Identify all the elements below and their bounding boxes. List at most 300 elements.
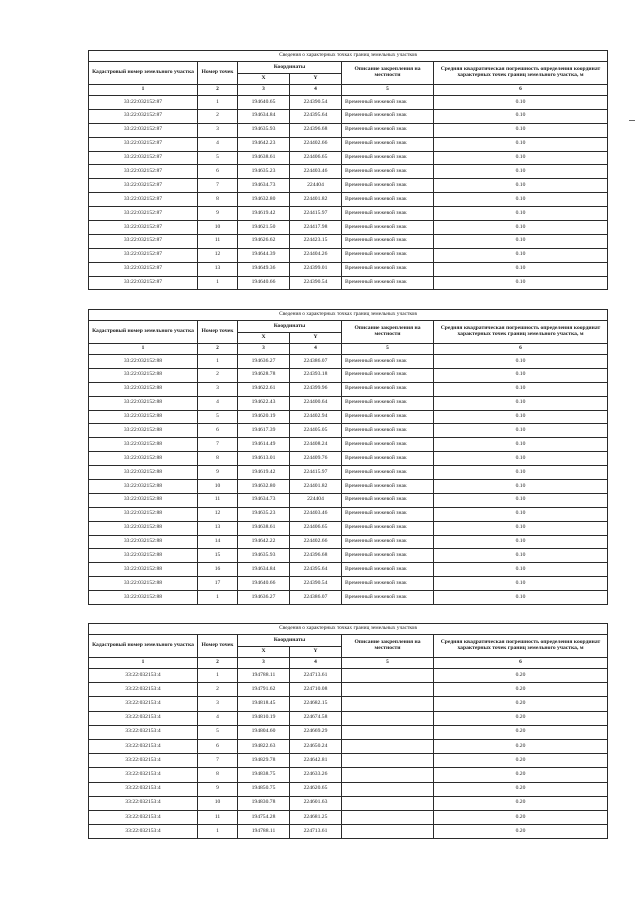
accuracy-cell: 0.20: [434, 810, 608, 824]
column-index: 3: [238, 85, 290, 96]
table-row: [89, 782, 608, 796]
column-index: 5: [342, 658, 434, 669]
accuracy-cell: 0.10: [434, 276, 608, 290]
y-coordinate-cell: 224395.64: [290, 563, 342, 577]
table-row: [89, 493, 608, 507]
accuracy-cell: 0.10: [434, 466, 608, 480]
accuracy-cell: 0.10: [434, 521, 608, 535]
cadastral-number-cell: 33:22:032152:87: [89, 207, 198, 221]
table-row: [89, 796, 608, 810]
table-caption: Сведения о характерных точках границ земельных участков: [89, 51, 608, 62]
description-cell: Временный межевой знак: [342, 549, 434, 563]
accuracy-cell: 0.10: [434, 452, 608, 466]
y-coordinate-cell: 224601.63: [290, 796, 342, 810]
point-number-cell: 8: [198, 193, 238, 207]
column-index: 6: [434, 85, 608, 96]
accuracy-cell: 0.10: [434, 480, 608, 494]
description-cell: [342, 825, 434, 839]
description-cell: [342, 782, 434, 796]
point-number-cell: 8: [198, 452, 238, 466]
description-cell: Временный межевой знак: [342, 493, 434, 507]
table-row: [89, 683, 608, 697]
x-coordinate-cell: 194640.66: [238, 577, 290, 591]
x-coordinate-cell: 194635.23: [238, 507, 290, 521]
x-coordinate-cell: 194638.61: [238, 521, 290, 535]
point-number-cell: 9: [198, 782, 238, 796]
header-point-number: Номер точек: [198, 62, 238, 85]
description-cell: Временный межевой знак: [342, 193, 434, 207]
column-index: 5: [342, 344, 434, 355]
table-row: [89, 276, 608, 290]
y-coordinate-cell: 224713.61: [290, 669, 342, 683]
point-number-cell: 17: [198, 577, 238, 591]
table-row: [89, 669, 608, 683]
accuracy-cell: 0.10: [434, 493, 608, 507]
table-row: [89, 438, 608, 452]
cadastral-number-cell: 33:22:032152:87: [89, 96, 198, 110]
description-cell: Временный межевой знак: [342, 577, 434, 591]
accuracy-cell: 0.10: [434, 262, 608, 276]
accuracy-cell: 0.10: [434, 109, 608, 123]
table-row: [89, 355, 608, 369]
accuracy-cell: 0.10: [434, 382, 608, 396]
column-index: 5: [342, 85, 434, 96]
x-coordinate-cell: 194632.80: [238, 480, 290, 494]
description-cell: Временный межевой знак: [342, 221, 434, 235]
table-row: [89, 248, 608, 262]
x-coordinate-cell: 194635.23: [238, 165, 290, 179]
point-number-cell: 14: [198, 535, 238, 549]
point-number-cell: 10: [198, 221, 238, 235]
y-coordinate-cell: 224390.54: [290, 276, 342, 290]
point-number-cell: 1: [198, 96, 238, 110]
table-row: [89, 480, 608, 494]
column-index: 4: [290, 658, 342, 669]
y-coordinate-cell: 224396.68: [290, 549, 342, 563]
description-cell: [342, 739, 434, 753]
accuracy-cell: 0.20: [434, 697, 608, 711]
table-row: [89, 466, 608, 480]
column-index: 1: [89, 658, 198, 669]
description-cell: Временный межевой знак: [342, 368, 434, 382]
table-caption: Сведения о характерных точках границ земельных участков: [89, 624, 608, 635]
description-cell: [342, 725, 434, 739]
description-cell: Временный межевой знак: [342, 179, 434, 193]
column-index: 1: [89, 85, 198, 96]
point-number-cell: 5: [198, 410, 238, 424]
column-index: 2: [198, 658, 238, 669]
table-row: [89, 739, 608, 753]
x-coordinate-cell: 194634.84: [238, 109, 290, 123]
y-coordinate-cell: 224403.46: [290, 165, 342, 179]
x-coordinate-cell: 194613.01: [238, 452, 290, 466]
accuracy-cell: 0.10: [434, 207, 608, 221]
y-coordinate-cell: 224402.94: [290, 410, 342, 424]
header-x: X: [238, 647, 290, 658]
x-coordinate-cell: 194632.80: [238, 193, 290, 207]
x-coordinate-cell: 194638.61: [238, 151, 290, 165]
cadastral-number-cell: 33:22:032152:87: [89, 137, 198, 151]
header-cadastral: Кадастровый номер земельного участка: [89, 62, 198, 85]
table-row: [89, 535, 608, 549]
points-table-88: [88, 309, 608, 605]
cadastral-number-cell: 33:22:032152:87: [89, 262, 198, 276]
y-coordinate-cell: 224395.64: [290, 109, 342, 123]
cadastral-number-cell: 33:22:032152:88: [89, 438, 198, 452]
description-cell: Временный межевой знак: [342, 262, 434, 276]
accuracy-cell: 0.10: [434, 165, 608, 179]
description-cell: Временный межевой знак: [342, 396, 434, 410]
point-number-cell: 1: [198, 669, 238, 683]
accuracy-cell: 0.20: [434, 683, 608, 697]
margin-mark: [629, 120, 635, 121]
description-cell: Временный межевой знак: [342, 109, 434, 123]
y-coordinate-cell: 224710.08: [290, 683, 342, 697]
point-number-cell: 2: [198, 368, 238, 382]
x-coordinate-cell: 194617.39: [238, 424, 290, 438]
y-coordinate-cell: 224399.96: [290, 382, 342, 396]
table-row: [89, 521, 608, 535]
table-row: [89, 151, 608, 165]
cadastral-number-cell: 33:22:032152:88: [89, 563, 198, 577]
table-row: [89, 262, 608, 276]
header-point-number: Номер точек: [198, 321, 238, 344]
cadastral-number-cell: 33:22:032153:4: [89, 825, 198, 839]
point-number-cell: 3: [198, 123, 238, 137]
cadastral-number-cell: 33:22:032152:87: [89, 123, 198, 137]
table-row: [89, 368, 608, 382]
cadastral-number-cell: 33:22:032152:87: [89, 179, 198, 193]
y-coordinate-cell: 224401.82: [290, 193, 342, 207]
y-coordinate-cell: 224404: [290, 179, 342, 193]
cadastral-number-cell: 33:22:032152:88: [89, 368, 198, 382]
accuracy-cell: 0.10: [434, 123, 608, 137]
header-accuracy: Средняя квадратическая погрешность определения координат характерных точек границ земельного участка, м: [434, 321, 608, 344]
description-cell: Временный межевой знак: [342, 123, 434, 137]
point-number-cell: 2: [198, 683, 238, 697]
cadastral-number-cell: 33:22:032153:4: [89, 782, 198, 796]
table-row: [89, 754, 608, 768]
y-coordinate-cell: 224409.76: [290, 452, 342, 466]
x-coordinate-cell: 194640.66: [238, 276, 290, 290]
y-coordinate-cell: 224650.24: [290, 739, 342, 753]
point-number-cell: 10: [198, 796, 238, 810]
header-cadastral: Кадастровый номер земельного участка: [89, 635, 198, 658]
table-row: [89, 591, 608, 605]
x-coordinate-cell: 194754.28: [238, 810, 290, 824]
point-number-cell: 1: [198, 355, 238, 369]
description-cell: Временный межевой знак: [342, 521, 434, 535]
table-row: [89, 825, 608, 839]
point-number-cell: 5: [198, 151, 238, 165]
x-coordinate-cell: 194804.60: [238, 725, 290, 739]
accuracy-cell: 0.10: [434, 535, 608, 549]
cadastral-number-cell: 33:22:032152:87: [89, 234, 198, 248]
point-number-cell: 12: [198, 507, 238, 521]
y-coordinate-cell: 224390.54: [290, 577, 342, 591]
x-coordinate-cell: 194810.19: [238, 711, 290, 725]
header-coordinates: Координаты: [238, 635, 342, 647]
accuracy-cell: 0.10: [434, 234, 608, 248]
x-coordinate-cell: 194642.23: [238, 137, 290, 151]
y-coordinate-cell: 224404.26: [290, 248, 342, 262]
y-coordinate-cell: 224403.46: [290, 507, 342, 521]
point-number-cell: 1: [198, 825, 238, 839]
point-number-cell: 3: [198, 382, 238, 396]
column-index: 4: [290, 344, 342, 355]
column-index: 6: [434, 658, 608, 669]
cadastral-number-cell: 33:22:032153:4: [89, 754, 198, 768]
x-coordinate-cell: 194634.73: [238, 493, 290, 507]
table-caption: Сведения о характерных точках границ земельных участков: [89, 310, 608, 321]
description-cell: Временный межевой знак: [342, 96, 434, 110]
x-coordinate-cell: 194830.78: [238, 796, 290, 810]
description-cell: Временный межевой знак: [342, 137, 434, 151]
cadastral-number-cell: 33:22:032152:88: [89, 355, 198, 369]
description-cell: Временный межевой знак: [342, 382, 434, 396]
accuracy-cell: 0.20: [434, 725, 608, 739]
point-number-cell: 13: [198, 262, 238, 276]
x-coordinate-cell: 194829.78: [238, 754, 290, 768]
point-number-cell: 9: [198, 466, 238, 480]
table-row: [89, 207, 608, 221]
x-coordinate-cell: 194635.93: [238, 549, 290, 563]
cadastral-number-cell: 33:22:032153:4: [89, 697, 198, 711]
y-coordinate-cell: 224417.98: [290, 221, 342, 235]
description-cell: Временный межевой знак: [342, 165, 434, 179]
cadastral-number-cell: 33:22:032152:88: [89, 424, 198, 438]
cadastral-number-cell: 33:22:032153:4: [89, 725, 198, 739]
accuracy-cell: 0.10: [434, 507, 608, 521]
description-cell: Временный межевой знак: [342, 276, 434, 290]
description-cell: Временный межевой знак: [342, 563, 434, 577]
table-row: [89, 410, 608, 424]
table-row: [89, 768, 608, 782]
header-point-number: Номер точек: [198, 635, 238, 658]
accuracy-cell: 0.10: [434, 410, 608, 424]
description-cell: [342, 810, 434, 824]
x-coordinate-cell: 194838.75: [238, 768, 290, 782]
description-cell: Временный межевой знак: [342, 438, 434, 452]
cadastral-number-cell: 33:22:032152:87: [89, 109, 198, 123]
column-index: 3: [238, 658, 290, 669]
table-row: [89, 577, 608, 591]
cadastral-number-cell: 33:22:032152:87: [89, 221, 198, 235]
header-description: Описание закрепления на местности: [342, 62, 434, 85]
cadastral-number-cell: 33:22:032153:4: [89, 683, 198, 697]
description-cell: [342, 711, 434, 725]
x-coordinate-cell: 194621.50: [238, 221, 290, 235]
column-index: 4: [290, 85, 342, 96]
table-row: [89, 563, 608, 577]
header-description: Описание закрепления на местности: [342, 321, 434, 344]
x-coordinate-cell: 194622.61: [238, 382, 290, 396]
y-coordinate-cell: 224642.81: [290, 754, 342, 768]
x-coordinate-cell: 194636.27: [238, 591, 290, 605]
description-cell: Временный межевой знак: [342, 424, 434, 438]
cadastral-number-cell: 33:22:032152:88: [89, 549, 198, 563]
y-coordinate-cell: 224404: [290, 493, 342, 507]
cadastral-number-cell: 33:22:032153:4: [89, 711, 198, 725]
x-coordinate-cell: 194634.73: [238, 179, 290, 193]
point-number-cell: 13: [198, 521, 238, 535]
header-accuracy: Средняя квадратическая погрешность определения координат характерных точек границ земельного участка, м: [434, 635, 608, 658]
y-coordinate-cell: 224423.15: [290, 234, 342, 248]
x-coordinate-cell: 194635.93: [238, 123, 290, 137]
cadastral-number-cell: 33:22:032152:87: [89, 165, 198, 179]
y-coordinate-cell: 224415.97: [290, 207, 342, 221]
points-table-87: [88, 50, 608, 290]
y-coordinate-cell: 224620.65: [290, 782, 342, 796]
cadastral-number-cell: 33:22:032152:87: [89, 248, 198, 262]
point-number-cell: 4: [198, 711, 238, 725]
y-coordinate-cell: 224396.68: [290, 123, 342, 137]
description-cell: Временный межевой знак: [342, 248, 434, 262]
point-number-cell: 8: [198, 768, 238, 782]
description-cell: Временный межевой знак: [342, 452, 434, 466]
accuracy-cell: 0.20: [434, 711, 608, 725]
column-index: 6: [434, 344, 608, 355]
cadastral-number-cell: 33:22:032152:88: [89, 452, 198, 466]
description-cell: [342, 669, 434, 683]
points-table-153-4: [88, 623, 608, 839]
accuracy-cell: 0.10: [434, 137, 608, 151]
description-cell: [342, 796, 434, 810]
cadastral-number-cell: 33:22:032152:88: [89, 396, 198, 410]
header-y: Y: [290, 647, 342, 658]
y-coordinate-cell: 224415.97: [290, 466, 342, 480]
cadastral-number-cell: 33:22:032152:88: [89, 466, 198, 480]
accuracy-cell: 0.10: [434, 396, 608, 410]
point-number-cell: 11: [198, 810, 238, 824]
accuracy-cell: 0.10: [434, 563, 608, 577]
x-coordinate-cell: 194822.63: [238, 739, 290, 753]
table-row: [89, 137, 608, 151]
x-coordinate-cell: 194620.19: [238, 410, 290, 424]
y-coordinate-cell: 224386.07: [290, 591, 342, 605]
accuracy-cell: 0.20: [434, 754, 608, 768]
y-coordinate-cell: 224386.07: [290, 355, 342, 369]
description-cell: Временный межевой знак: [342, 410, 434, 424]
accuracy-cell: 0.20: [434, 782, 608, 796]
header-coordinates: Координаты: [238, 62, 342, 74]
cadastral-number-cell: 33:22:032152:88: [89, 410, 198, 424]
y-coordinate-cell: 224633.26: [290, 768, 342, 782]
point-number-cell: 9: [198, 207, 238, 221]
accuracy-cell: 0.20: [434, 669, 608, 683]
header-description: Описание закрепления на местности: [342, 635, 434, 658]
y-coordinate-cell: 224401.82: [290, 480, 342, 494]
header-accuracy: Средняя квадратическая погрешность определения координат характерных точек границ земельного участка, м: [434, 62, 608, 85]
x-coordinate-cell: 194614.49: [238, 438, 290, 452]
y-coordinate-cell: 224669.29: [290, 725, 342, 739]
table-row: [89, 179, 608, 193]
table-row: [89, 452, 608, 466]
accuracy-cell: 0.10: [434, 424, 608, 438]
table-row: [89, 234, 608, 248]
x-coordinate-cell: 194649.36: [238, 262, 290, 276]
point-number-cell: 4: [198, 396, 238, 410]
description-cell: Временный межевой знак: [342, 591, 434, 605]
cadastral-number-cell: 33:22:032152:87: [89, 276, 198, 290]
accuracy-cell: 0.10: [434, 368, 608, 382]
table-row: [89, 221, 608, 235]
description-cell: Временный межевой знак: [342, 234, 434, 248]
point-number-cell: 5: [198, 725, 238, 739]
y-coordinate-cell: 224399.01: [290, 262, 342, 276]
x-coordinate-cell: 194818.45: [238, 697, 290, 711]
x-coordinate-cell: 194622.43: [238, 396, 290, 410]
accuracy-cell: 0.10: [434, 248, 608, 262]
table-row: [89, 549, 608, 563]
y-coordinate-cell: 224406.65: [290, 151, 342, 165]
y-coordinate-cell: 224408.24: [290, 438, 342, 452]
description-cell: Временный межевой знак: [342, 466, 434, 480]
header-coordinates: Координаты: [238, 321, 342, 333]
y-coordinate-cell: 224400.64: [290, 396, 342, 410]
accuracy-cell: 0.10: [434, 221, 608, 235]
accuracy-cell: 0.10: [434, 438, 608, 452]
accuracy-cell: 0.10: [434, 591, 608, 605]
cadastral-number-cell: 33:22:032152:88: [89, 382, 198, 396]
y-coordinate-cell: 224405.05: [290, 424, 342, 438]
table-row: [89, 810, 608, 824]
table-row: [89, 109, 608, 123]
description-cell: Временный межевой знак: [342, 151, 434, 165]
description-cell: [342, 754, 434, 768]
table-row: [89, 725, 608, 739]
cadastral-number-cell: 33:22:032153:4: [89, 768, 198, 782]
table-row: [89, 697, 608, 711]
point-number-cell: 6: [198, 165, 238, 179]
cadastral-number-cell: 33:22:032153:4: [89, 669, 198, 683]
y-coordinate-cell: 224406.65: [290, 521, 342, 535]
accuracy-cell: 0.10: [434, 549, 608, 563]
description-cell: [342, 697, 434, 711]
table-row: [89, 382, 608, 396]
cadastral-number-cell: 33:22:032152:87: [89, 151, 198, 165]
x-coordinate-cell: 194642.22: [238, 535, 290, 549]
description-cell: Временный межевой знак: [342, 507, 434, 521]
header-y: Y: [290, 74, 342, 85]
table-row: [89, 123, 608, 137]
cadastral-number-cell: 33:22:032152:88: [89, 535, 198, 549]
point-number-cell: 6: [198, 424, 238, 438]
accuracy-cell: 0.10: [434, 179, 608, 193]
column-index: 2: [198, 344, 238, 355]
y-coordinate-cell: 224402.66: [290, 535, 342, 549]
accuracy-cell: 0.10: [434, 355, 608, 369]
point-number-cell: 12: [198, 248, 238, 262]
point-number-cell: 7: [198, 179, 238, 193]
description-cell: Временный межевой знак: [342, 207, 434, 221]
point-number-cell: 3: [198, 697, 238, 711]
point-number-cell: 4: [198, 137, 238, 151]
x-coordinate-cell: 194788.11: [238, 669, 290, 683]
accuracy-cell: 0.20: [434, 825, 608, 839]
accuracy-cell: 0.10: [434, 193, 608, 207]
column-index: 2: [198, 85, 238, 96]
y-coordinate-cell: 224681.25: [290, 810, 342, 824]
cadastral-number-cell: 33:22:032152:88: [89, 480, 198, 494]
y-coordinate-cell: 224402.66: [290, 137, 342, 151]
x-coordinate-cell: 194788.11: [238, 825, 290, 839]
point-number-cell: 10: [198, 480, 238, 494]
x-coordinate-cell: 194644.39: [238, 248, 290, 262]
cadastral-number-cell: 33:22:032153:4: [89, 739, 198, 753]
point-number-cell: 7: [198, 438, 238, 452]
description-cell: [342, 768, 434, 782]
